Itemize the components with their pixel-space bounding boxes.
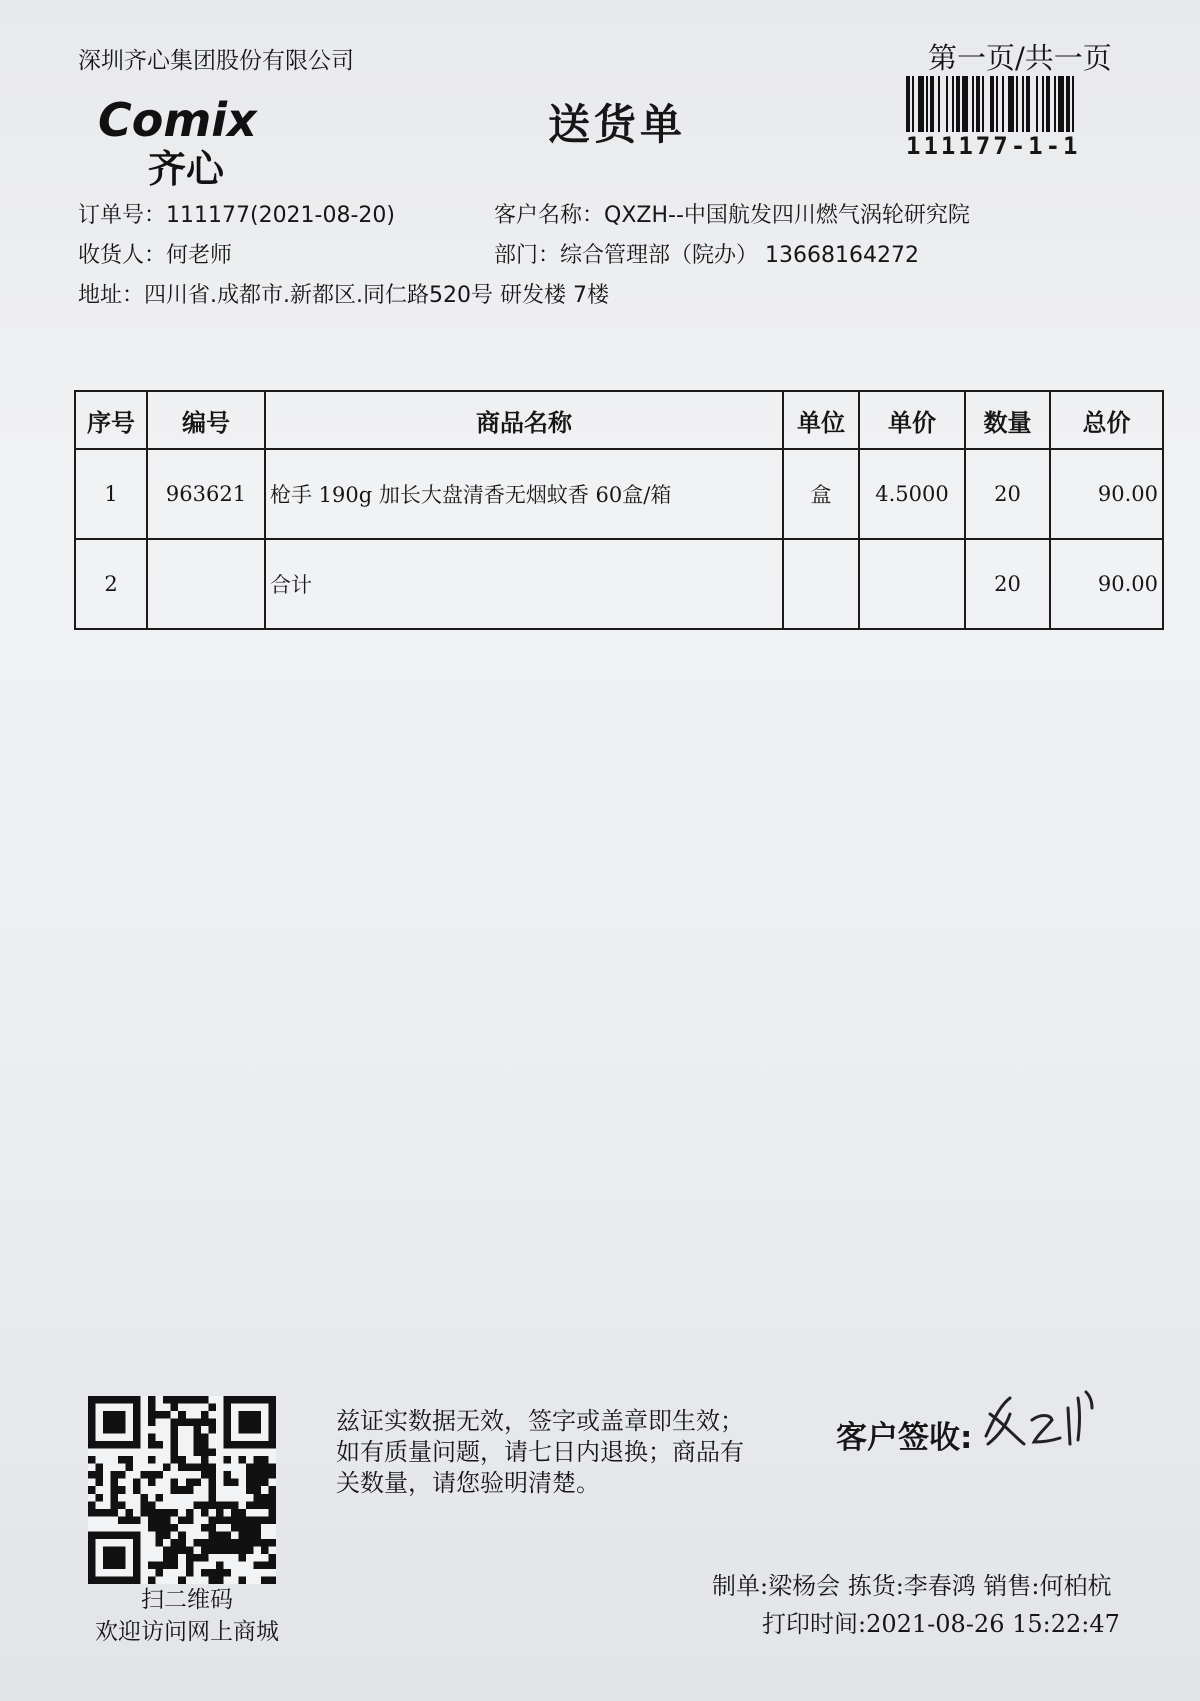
- cell-total: 90.00: [1050, 449, 1163, 539]
- comix-logo: [98, 96, 330, 188]
- terms-notice: 兹证实数据无效，签字或盖章即生效；如有质量问题，请七日内退换；商品有关数量，请您验明清楚。: [336, 1407, 744, 1497]
- col-header-price: 单价: [859, 391, 965, 449]
- qr-caption-line-2: 欢迎访问网上商城: [95, 1619, 279, 1645]
- qr-caption: [76, 1584, 298, 1648]
- cell-product: 枪手 190g 加长大盘清香无烟蚊香 60盒/箱: [265, 449, 783, 539]
- cell-qty: 20: [965, 449, 1050, 539]
- cell-unit: [783, 539, 859, 629]
- address: 地址：四川省.成都市.新都区.同仁路520号 研发楼 7楼: [78, 283, 609, 308]
- cell-price: [859, 539, 965, 629]
- items-table: [74, 390, 1164, 630]
- table-row-total: [75, 539, 1163, 629]
- barcode-number: 111177-1-1: [906, 132, 1081, 160]
- table-header-row: [75, 391, 1163, 449]
- qr-caption-line-1: 扫二维码: [141, 1587, 233, 1613]
- col-header-product: 商品名称: [265, 391, 783, 449]
- table-row: [75, 449, 1163, 539]
- col-header-total: 总价: [1050, 391, 1163, 449]
- customer-name: 客户名称：QXZH--中国航发四川燃气涡轮研究院: [494, 203, 970, 228]
- print-time: 打印时间:2021-08-26 15:22:47: [762, 1610, 1120, 1638]
- document-title: 送货单: [548, 100, 687, 149]
- order-number: 订单号：111177(2021-08-20): [78, 203, 396, 228]
- col-header-code: 编号: [147, 391, 265, 449]
- logo-wordmark: Comix: [98, 96, 257, 147]
- cell-price: 4.5000: [859, 449, 965, 539]
- logo-cn: 齐心: [148, 147, 225, 188]
- qr-code: [88, 1396, 276, 1584]
- cell-total: 90.00: [1050, 539, 1163, 629]
- cell-unit: 盒: [783, 449, 859, 539]
- col-header-seq: 序号: [75, 391, 147, 449]
- cell-code: [147, 539, 265, 629]
- col-header-unit: 单位: [783, 391, 859, 449]
- staff-line: 制单:梁杨会 拣货:李春鸿 销售:何柏杭: [712, 1572, 1112, 1600]
- page-indicator: 第一页/共一页: [928, 41, 1112, 75]
- department: 部门：综合管理部（院办） 13668164272: [494, 243, 919, 268]
- cell-seq: 1: [75, 449, 147, 539]
- cell-product: 合计: [265, 539, 783, 629]
- receiver: 收货人：何老师: [78, 243, 233, 268]
- barcode: [906, 76, 1118, 132]
- col-header-qty: 数量: [965, 391, 1050, 449]
- company-name: 深圳齐心集团股份有限公司: [78, 48, 354, 74]
- customer-signature: [980, 1384, 1120, 1454]
- customer-signoff-label: 客户签收:: [836, 1420, 973, 1456]
- cell-qty: 20: [965, 539, 1050, 629]
- cell-seq: 2: [75, 539, 147, 629]
- cell-code: 963621: [147, 449, 265, 539]
